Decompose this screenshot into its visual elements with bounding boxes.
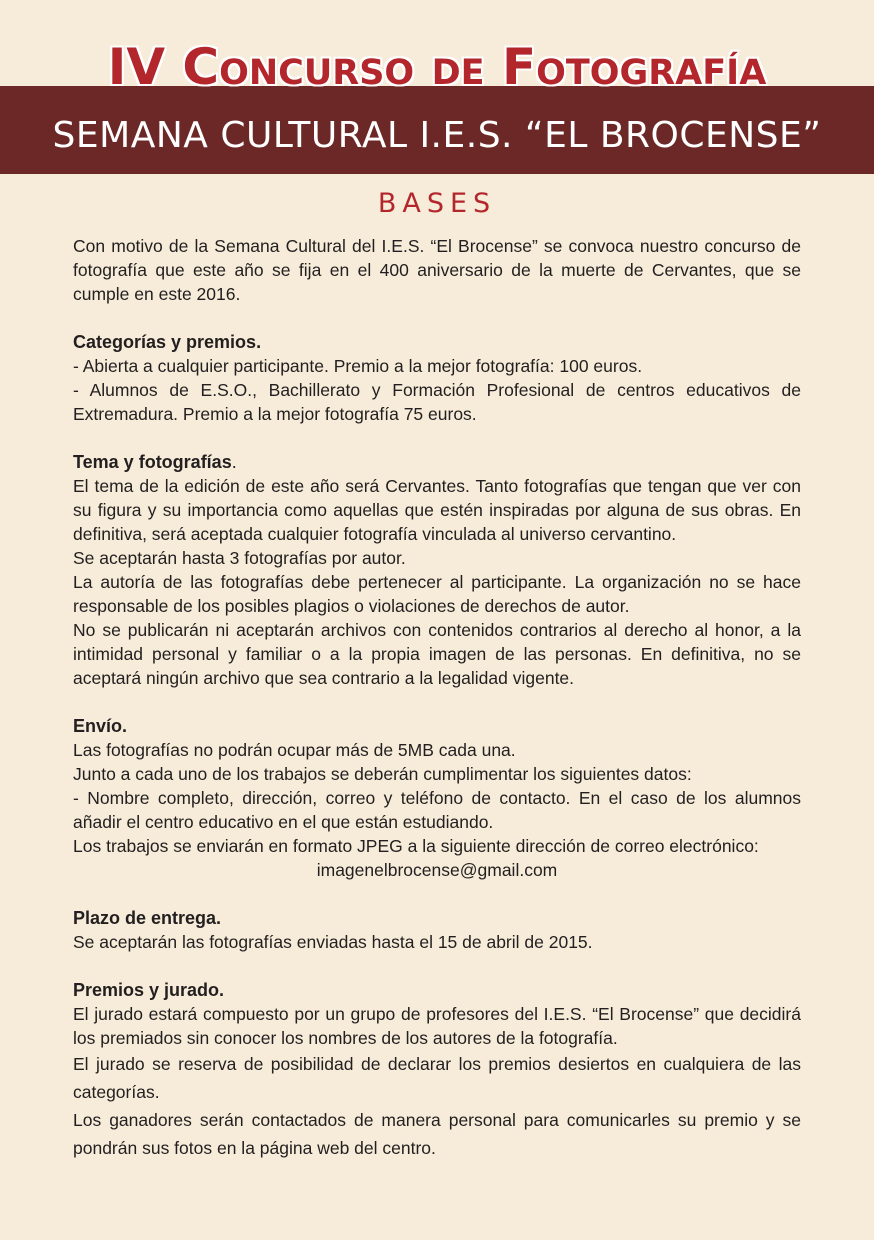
section-heading-premios: Premios y jurado.: [73, 980, 225, 1000]
contact-email: imagenelbrocense@gmail.com: [316, 860, 558, 880]
section-heading-plazo: Plazo de entrega.: [73, 908, 222, 928]
poster-title: IV Concurso de Fotografía: [107, 38, 767, 96]
tema-paragraph: No se publicarán ni aceptarán archivos con contenidos contrarios al derecho al honor, a la intimidad personal y familiar o a la propia imagen de las personas. En definitiva, no se aceptará ningún archivo que sea contrario a la legalidad vigente.: [73, 620, 801, 688]
intro-paragraph: Con motivo de la Semana Cultural del I.E.S. “El Brocense” se convoca nuestro concurso de fotografía que este año se fija en el 400 aniversario de la muerte de Cervantes, que se cumple en este 2016.: [73, 236, 801, 304]
section-heading-tema-text: Tema y fotografías: [73, 452, 232, 472]
premios-paragraph: El jurado se reserva de posibilidad de declarar los premios desiertos en cualquiera de las categorías.: [73, 1054, 801, 1102]
category-item: - Abierta a cualquier participante. Premio a la mejor fotografía: 100 euros.: [73, 356, 643, 376]
envio-paragraph: Los trabajos se enviarán en formato JPEG a la siguiente dirección de correo electrónico:: [73, 836, 759, 856]
section-heading-envio: Envío.: [73, 716, 128, 736]
section-heading-categorias: Categorías y premios.: [73, 332, 262, 352]
category-item: - Alumnos de E.S.O., Bachillerato y Formación Profesional de centros educativos de Extremadura. Premio a la mejor fotografía 75 euros.: [73, 380, 801, 424]
tema-paragraph: La autoría de las fotografías debe pertenecer al participante. La organización no se hace responsable de los posibles plagios o violaciones de derechos de autor.: [73, 572, 801, 616]
tema-paragraph: El tema de la edición de este año será Cervantes. Tanto fotografías que tengan que ver con su figura y su importancia como aquellas que estén inspiradas por alguna de sus obras. En definitiva, será aceptada cualquier fotografía vinculada al universo cervantino.: [73, 476, 801, 544]
poster-subtitle: SEMANA CULTURAL I.E.S. “EL BROCENSE”: [52, 115, 822, 156]
bases-heading: BASES: [377, 188, 497, 219]
section-heading-tema: [73, 450, 801, 474]
envio-paragraph: - Nombre completo, dirección, correo y teléfono de contacto. En el caso de los alumnos añadir el centro educativo en el que están estudiando.: [73, 788, 801, 832]
tema-paragraph: Se aceptarán hasta 3 fotografías por autor.: [73, 548, 406, 568]
premios-paragraph: El jurado estará compuesto por un grupo de profesores del I.E.S. “El Brocense” que decidirá los premiados sin conocer los nombres de los autores de la fotografía.: [73, 1004, 801, 1048]
envio-paragraph: Junto a cada uno de los trabajos se deberán cumplimentar los siguientes datos:: [73, 764, 692, 784]
premios-paragraph: Los ganadores serán contactados de manera personal para comunicarles su premio y se pondrán sus fotos en la página web del centro.: [73, 1110, 801, 1158]
plazo-paragraph: Se aceptarán las fotografías enviadas hasta el 15 de abril de 2015.: [73, 932, 593, 952]
section-heading-tema-punct: .: [231, 452, 237, 472]
rules-body: [73, 234, 801, 1162]
envio-paragraph: Las fotografías no podrán ocupar más de 5MB cada una.: [73, 740, 516, 760]
